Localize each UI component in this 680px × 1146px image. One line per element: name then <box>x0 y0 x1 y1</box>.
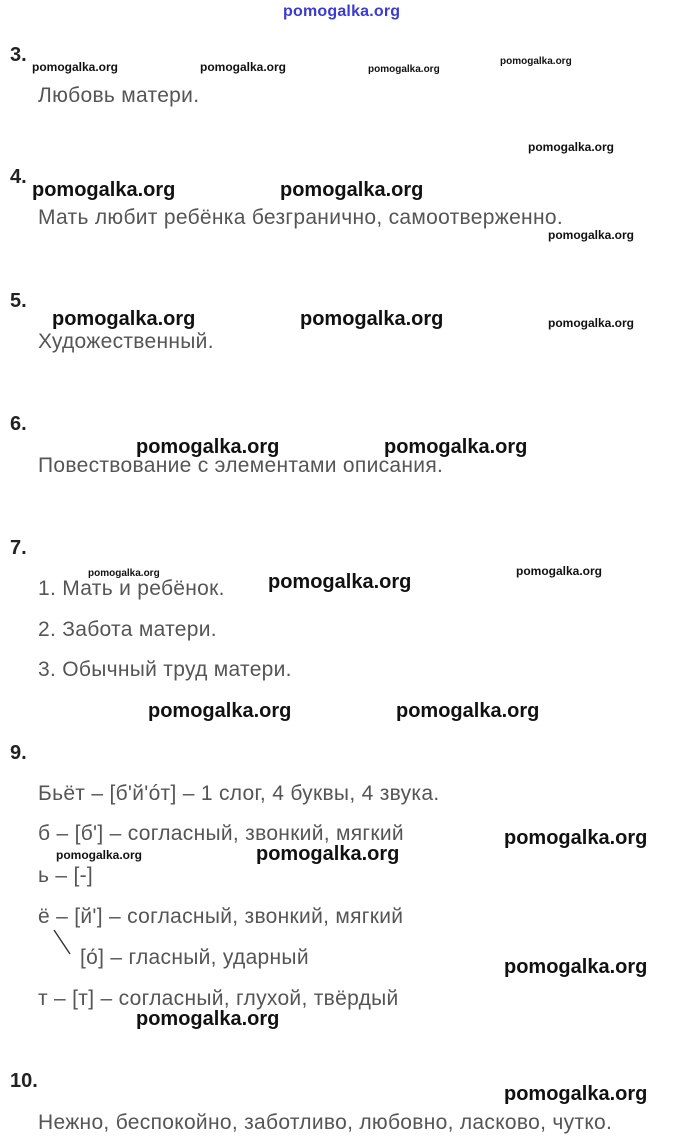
task-number-5: 5. <box>10 290 27 312</box>
watermark: pomogalka.org <box>300 308 444 330</box>
task-number-3: 3. <box>10 44 27 66</box>
watermark: pomogalka.org <box>256 843 400 865</box>
task-9-word-summary: Бьёт – [б'й'óт] – 1 слог, 4 буквы, 4 звука. <box>38 782 440 805</box>
task-4-answer: Мать любит ребёнка безгранично, самоотверженно. <box>38 206 563 229</box>
watermark: pomogalka.org <box>548 316 635 330</box>
task-9-letter-yo-vowel: [о́] – гласный, ударный <box>80 946 309 969</box>
task-6-answer: Повествование с элементами описания. <box>38 454 444 477</box>
watermark: pomogalka.org <box>148 700 292 722</box>
watermark: pomogalka.org <box>200 60 287 74</box>
watermark: pomogalka.org <box>52 308 196 330</box>
task-9-letter-t: т – [т] – согласный, глухой, твёрдый <box>38 987 399 1010</box>
task-number-7: 7. <box>10 537 27 559</box>
watermark: pomogalka.org <box>280 179 424 201</box>
task-7-plan-item-2: 2. Забота матери. <box>38 618 217 641</box>
watermark: pomogalka.org <box>368 64 440 75</box>
watermark: pomogalka.org <box>504 827 648 849</box>
watermark: pomogalka.org <box>504 1083 648 1105</box>
task-3-answer: Любовь матери. <box>38 84 200 107</box>
task-9-letter-yo: ё – [й'] – согласный, звонкий, мягкий <box>38 905 404 928</box>
watermark: pomogalka.org <box>136 436 280 458</box>
watermark: pomogalka.org <box>32 60 119 74</box>
watermark: pomogalka.org <box>504 956 648 978</box>
watermark: pomogalka.org <box>268 571 412 593</box>
task-9-letter-b: б – [б'] – согласный, звонкий, мягкий <box>38 822 404 845</box>
task-number-6: 6. <box>10 413 27 435</box>
watermark: pomogalka.org <box>56 848 143 862</box>
watermark: pomogalka.org <box>548 228 635 242</box>
task-number-9: 9. <box>10 742 27 764</box>
watermark: pomogalka.org <box>396 700 540 722</box>
watermark: pomogalka.org <box>384 436 528 458</box>
task-number-10: 10. <box>10 1070 38 1092</box>
task-7-plan-item-3: 3. Обычный труд матери. <box>38 658 292 681</box>
watermark: pomogalka.org <box>32 179 176 201</box>
watermark: pomogalka.org <box>500 56 572 67</box>
watermark: pomogalka.org <box>528 140 615 154</box>
watermark: pomogalka.org <box>516 564 603 578</box>
task-number-4: 4. <box>10 166 27 188</box>
watermark: pomogalka.org <box>136 1008 280 1030</box>
watermark: pomogalka.org <box>88 568 160 579</box>
task-5-answer: Художественный. <box>38 330 214 353</box>
yo-split-line <box>52 928 72 956</box>
watermark-top: pomogalka.org <box>283 3 401 20</box>
task-9-letter-soft-sign: ь – [-] <box>38 864 94 887</box>
task-7-plan-item-1: 1. Мать и ребёнок. <box>38 577 225 600</box>
task-10-answer: Нежно, беспокойно, заботливо, любовно, ласково, чутко. <box>38 1111 613 1134</box>
